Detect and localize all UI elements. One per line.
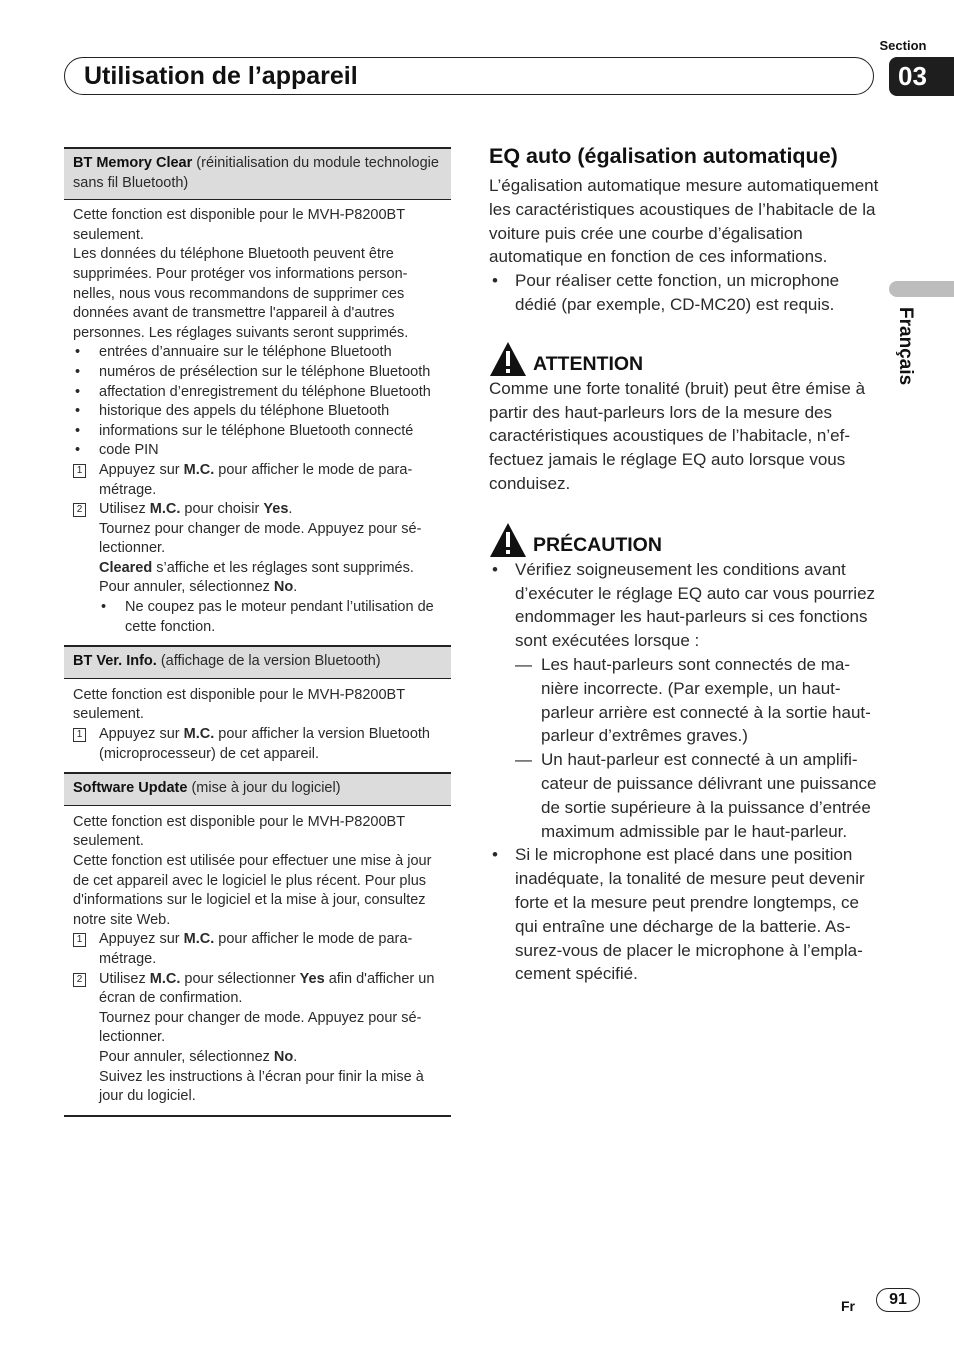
step-1: 1 Appuyez sur M.C. pour afficher la version Bluetooth (microprocesseur) de cet appareil. — [73, 725, 442, 764]
attention-text: Comme une forte tonalité (bruit) peut être émise à partir des haut-parleurs lors de la mesure des caractéristiques acoustiques de l’habitacle, n’effectuez jamais le réglage EQ auto lorsque vous conduisez. — [489, 378, 866, 493]
list-item: • numéros de présélection sur le téléphone Bluetooth — [73, 363, 442, 383]
cleared-message: Cleared s’affiche et les réglages sont supprimés. — [99, 559, 414, 576]
step-1: 1 Appuyez sur M.C. pour afficher le mode de paramétrage. — [73, 461, 442, 500]
follow-instruction: Suivez les instructions à l’écran pour finir la mise à jour du logiciel. — [99, 1068, 424, 1105]
warning-triangle-icon — [489, 522, 527, 558]
eq-auto-requirement: • Pour réaliser cette fonction, un microphone dédié (par exemple, CD-MC20) est requis. — [489, 269, 879, 317]
step-number: 2 — [73, 973, 86, 987]
precaution-dash-1: — Les haut-parleurs sont connectés de manière incorrecte. (Par exemple, un haut-parleur arrière est connecté à la sortie haut-parleur d’extrêmes graves.) — [489, 653, 879, 748]
eq-auto-intro: L’égalisation automatique mesure automatiquement les caractéristiques acoustiques de l’habitacle de la voiture puis crée une courbe d’égalisation automatique en fonction de ces informations. — [489, 176, 879, 267]
precaution-dash-2: — Un haut-parleur est connecté à un amplificateur de puissance délivrant une puissance de sortie supérieure à la puissance d’entrée maximum admissible par le haut-parleur. — [489, 748, 879, 843]
bt-memory-clear-subtitle: (réinitialisation du module technologie sans fil Bluetooth) — [73, 155, 439, 191]
step-number: 1 — [73, 464, 86, 478]
section-label: Section — [879, 38, 927, 53]
bt-ver-info-body — [64, 679, 451, 772]
bt-ver-info-title: BT Ver. Info. — [73, 653, 157, 670]
cleared-items-list — [73, 343, 442, 461]
list-item: • code PIN — [73, 441, 442, 461]
turn-instruction: Tournez pour changer de mode. Appuyez pour sélectionner. — [99, 520, 422, 557]
step-number: 1 — [73, 933, 86, 947]
cancel-instruction: Pour annuler, sélectionnez No. — [99, 579, 298, 596]
bt-memory-clear-title: BT Memory Clear — [73, 155, 193, 171]
attention-title: ATTENTION — [533, 352, 644, 375]
description-text: Les données du téléphone Bluetooth peuvent être supprimées. Pour protéger vos informations personnelles, nous vous recommandons de supprimer ces données avant de transmettre l'appareil à d'autres personnes. Les réglages suivants seront supprimés. — [73, 246, 409, 341]
list-item: • historique des appels du téléphone Bluetooth — [73, 402, 442, 422]
availability-text: Cette fonction est disponible pour le MVH-P8200BT seulement. — [73, 686, 405, 723]
engine-note: • Ne coupez pas le moteur pendant l’utilisation de cette fonction. — [73, 598, 442, 637]
step-number: 2 — [73, 503, 86, 517]
list-item: • entrées d’annuaire sur le téléphone Bluetooth — [73, 343, 442, 363]
bt-ver-info-header — [64, 645, 451, 679]
availability-text: Cette fonction est disponible pour le MVH-P8200BT seulement. — [73, 207, 405, 243]
language-tab — [889, 281, 954, 297]
precaution-bullet-2: • Si le microphone est placé dans une position inadéquate, la tonalité de mesure peut devenir forte et la mesure peut prendre longtemps, ce qui entraîne une décharge de la batterie. Assurez-vous de placer le microphone à l’emplacement spécifié. — [489, 843, 879, 986]
software-update-title: Software Update — [73, 780, 188, 797]
step-number: 1 — [73, 728, 86, 742]
footer-language: Fr — [841, 1298, 855, 1314]
precaution-heading — [489, 518, 879, 558]
description-text: Cette fonction est utilisée pour effectuer une mise à jour de cet appareil avec le logiciel le plus récent. Pour plus d'informations sur le logiciel et la mise à jour, consultez notre site Web. — [73, 853, 432, 928]
right-column — [489, 142, 879, 986]
attention-heading — [489, 337, 879, 377]
precaution-bullet-1: • Vérifiez soigneusement les conditions avant d’exécuter le réglage EQ auto car vous pourriez endommager les haut-parleurs si ces fonctions sont exécutées lorsque : — [489, 558, 879, 653]
software-update-subtitle: (mise à jour du logiciel) — [187, 780, 341, 797]
list-item: • affectation d’enregistrement du téléphone Bluetooth — [73, 383, 442, 403]
bt-memory-clear-body — [64, 200, 451, 645]
step-1: 1 Appuyez sur M.C. pour afficher le mode de paramétrage. — [73, 930, 442, 969]
language-label: Français — [895, 307, 916, 386]
availability-text: Cette fonction est disponible pour le MVH-P8200BT seulement. — [73, 813, 405, 850]
page-title: Utilisation de l’appareil — [84, 62, 358, 90]
left-column — [64, 147, 451, 1117]
bt-memory-clear-header — [64, 147, 451, 200]
step-2: 2 Utilisez M.C. pour choisir Yes. — [73, 500, 442, 520]
software-update-body — [64, 806, 451, 1117]
software-update-header — [64, 772, 451, 806]
cancel-instruction: Pour annuler, sélectionnez No. — [99, 1048, 298, 1065]
eq-auto-heading: EQ auto (égalisation automatique) — [489, 144, 838, 168]
list-item: • informations sur le téléphone Bluetooth connecté — [73, 422, 442, 442]
step-2: 2 Utilisez M.C. pour sélectionner Yes afin d'afficher un écran de confirmation. — [73, 970, 442, 1009]
warning-triangle-icon — [489, 341, 527, 377]
bt-ver-info-subtitle: (affichage de la version Bluetooth) — [156, 653, 381, 670]
turn-instruction: Tournez pour changer de mode. Appuyez pour sélectionner. — [99, 1009, 422, 1046]
precaution-title: PRÉCAUTION — [533, 533, 662, 556]
section-number: 03 — [889, 57, 954, 96]
page-number: 91 — [876, 1288, 920, 1312]
